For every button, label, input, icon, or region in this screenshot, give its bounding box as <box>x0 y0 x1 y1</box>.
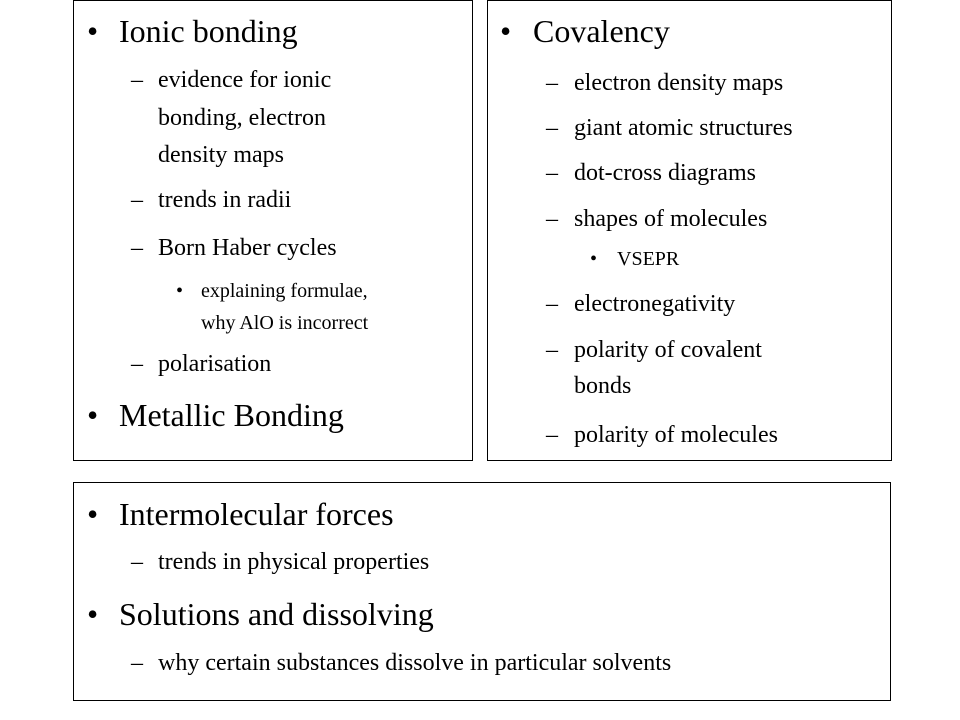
ionic-bonding-heading: Ionic bonding <box>119 13 298 49</box>
metallic-bonding-heading: Metallic Bonding <box>119 397 344 433</box>
bullet-intermolecular: • <box>87 496 99 532</box>
polarisation: polarisation <box>158 351 272 377</box>
why-certain-substances: why certain substances dissolve in particular solvents <box>158 650 672 676</box>
dash-polarisation: – <box>131 351 143 377</box>
electron-density-maps: electron density maps <box>574 70 784 96</box>
bullet-vsepr: • <box>590 248 598 270</box>
dash-giant-atomic: – <box>546 115 558 141</box>
intermolecular-forces-panel <box>73 482 891 701</box>
covalency-heading: Covalency <box>533 13 670 49</box>
polarity-of-covalent-line-1: polarity of covalent <box>574 337 762 363</box>
bullet-ionic: • <box>87 13 99 49</box>
electronegativity: electronegativity <box>574 291 736 317</box>
polarity-of-covalent-line-2: bonds <box>574 373 632 399</box>
giant-atomic-structures: giant atomic structures <box>574 115 793 141</box>
bullet-metallic: • <box>87 397 99 433</box>
trends-in-radii: trends in radii <box>158 187 292 213</box>
dash-electron-density: – <box>546 70 558 96</box>
explaining-line-2: why AlO is incorrect <box>201 312 369 334</box>
dash-dot-cross: – <box>546 160 558 186</box>
dash-evidence: – <box>131 67 143 93</box>
dash-electronegativity: – <box>546 291 558 317</box>
explaining-line-1: explaining formulae, <box>201 280 368 302</box>
ionic-bonding-panel <box>73 0 473 461</box>
dash-born-haber: – <box>131 235 143 261</box>
shapes-of-molecules: shapes of molecules <box>574 206 768 232</box>
bullet-covalency: • <box>500 13 512 49</box>
dash-trends-physical: – <box>131 549 143 575</box>
born-haber-cycles: Born Haber cycles <box>158 235 337 261</box>
bullet-solutions: • <box>87 596 99 632</box>
dash-polarity-molecules: – <box>546 422 558 448</box>
trends-in-physical-properties: trends in physical properties <box>158 549 430 575</box>
solutions-and-dissolving-heading: Solutions and dissolving <box>119 596 434 632</box>
dash-trends-radii: – <box>131 187 143 213</box>
dash-why-certain: – <box>131 650 143 676</box>
dash-polarity-covalent: – <box>546 337 558 363</box>
covalency-panel <box>487 0 892 461</box>
dash-shapes: – <box>546 206 558 232</box>
bullet-explaining: • <box>176 280 184 302</box>
evidence-line-1: evidence for ionic <box>158 67 332 93</box>
vsepr: VSEPR <box>617 248 680 270</box>
dot-cross-diagrams: dot-cross diagrams <box>574 160 756 186</box>
intermolecular-forces-heading: Intermolecular forces <box>119 496 394 532</box>
evidence-line-2: bonding, electron <box>158 105 326 131</box>
evidence-line-3: density maps <box>158 142 284 168</box>
polarity-of-molecules: polarity of molecules <box>574 422 778 448</box>
